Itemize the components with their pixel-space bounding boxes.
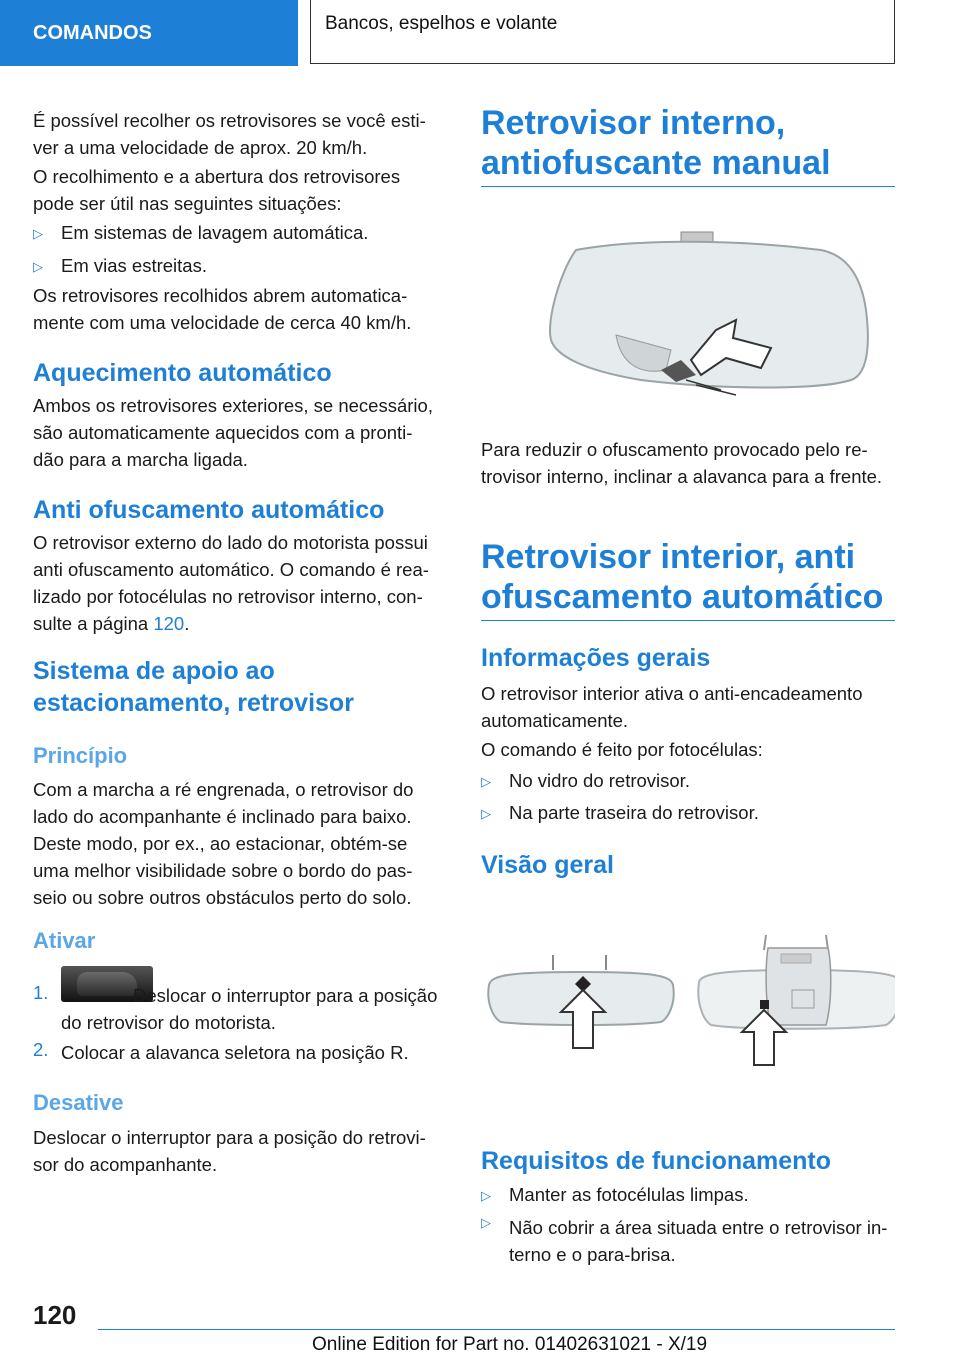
text-line: Deste modo, por ex., ao estacionar, obtém-se xyxy=(33,833,408,854)
list-item-text: Em vias estreitas. xyxy=(61,255,207,276)
text-line: dão para a marcha ligada. xyxy=(33,449,248,470)
text-line: É possível recolher os retrovisores se você esti- xyxy=(33,110,426,131)
text-line: O retrovisor externo do lado do motorista possui xyxy=(33,532,428,553)
text-line: Para reduzir o ofuscamento provocado pelo re- xyxy=(481,439,868,460)
heading-line: Retrovisor interno, xyxy=(481,104,786,142)
heading-retrovisor-manual xyxy=(481,103,895,187)
vent-icon xyxy=(781,954,811,963)
paragraph xyxy=(481,736,895,763)
text-line: Os retrovisores recolhidos abrem automatica- xyxy=(33,285,408,306)
text-line xyxy=(33,610,453,637)
heading-principio: Princípio xyxy=(33,743,128,768)
heading-line: ofuscamento automático xyxy=(481,578,884,616)
list-item xyxy=(33,1039,448,1067)
page-link[interactable]: 120 xyxy=(153,613,185,634)
heading-sistema-apoio xyxy=(33,655,354,719)
photocell-rear-icon xyxy=(760,1000,769,1009)
text-line: uma melhor visibilidade sobre o bordo do pas- xyxy=(33,860,413,881)
text-line: Com a marcha a ré engrenada, o retrovisor do xyxy=(33,779,414,800)
text-line: lado do acompanhante é inclinado para baixo. xyxy=(33,806,412,827)
manual-mirror-illustration xyxy=(521,200,881,410)
text-line: Não cobrir a área situada entre o retrovisor in- xyxy=(509,1217,888,1238)
text-line: trovisor interno, inclinar a alavanca para a frente. xyxy=(481,466,883,487)
list-item-text: Na parte traseira do retrovisor. xyxy=(509,802,759,823)
list-item-text: Manter as fotocélulas limpas. xyxy=(509,1184,749,1205)
text-line: anti ofuscamento automático. O comando é rea- xyxy=(33,559,429,580)
bullet-triangle-icon: ▷ xyxy=(481,1215,491,1230)
list-item-text: No vidro do retrovisor. xyxy=(509,770,690,791)
switch-knob-icon xyxy=(77,972,137,996)
bullet-triangle-icon: ▷ xyxy=(33,226,43,241)
paragraph xyxy=(481,436,901,490)
text-line: seio ou sobre outros obstáculos perto do solo. xyxy=(33,887,412,908)
bullet-triangle-icon: ▷ xyxy=(33,259,43,274)
page-number: 120 xyxy=(33,1300,77,1330)
heading-visao-geral: Visão geral xyxy=(481,851,614,879)
list-item xyxy=(33,966,448,1036)
list-item-text: Em sistemas de lavagem automática. xyxy=(61,222,369,243)
step-number: 2. xyxy=(33,1039,49,1060)
bullet-triangle-icon: ▷ xyxy=(481,1188,491,1203)
bullet-triangle-icon: ▷ xyxy=(481,774,491,789)
section-tab: COMANDOS xyxy=(0,0,298,66)
text-line: Deslocar o interruptor para a posição xyxy=(133,985,438,1006)
text-fragment: . xyxy=(184,613,190,634)
text-line: mente com uma velocidade de cerca 40 km/h. xyxy=(33,312,412,333)
heading-informacoes: Informações gerais xyxy=(481,644,711,672)
heading-retrovisor-automatico xyxy=(481,537,895,621)
chapter-title xyxy=(310,0,895,64)
paragraph xyxy=(33,776,448,911)
heading-line: Sistema de apoio ao xyxy=(33,657,275,685)
heading-ativar: Ativar xyxy=(33,928,96,953)
text-line: ver a uma velocidade de aprox. 20 km/h. xyxy=(33,137,368,158)
chapter-title-text: Bancos, espelhos e volante xyxy=(325,13,558,34)
paragraph xyxy=(481,680,895,734)
paragraph xyxy=(33,1124,453,1178)
footer-edition: Online Edition for Part no. 01402631021 - X/19 xyxy=(312,1334,708,1355)
mirror-manual-svg xyxy=(521,200,881,410)
text-line: pode ser útil nas seguintes situações: xyxy=(33,193,342,214)
paragraph xyxy=(33,107,448,161)
text-line: terno e o para-brisa. xyxy=(509,1244,676,1265)
paragraph xyxy=(33,392,453,473)
text-line: automaticamente. xyxy=(481,710,629,731)
text-line: O recolhimento e a abertura dos retrovisores xyxy=(33,166,401,187)
overview-svg xyxy=(481,930,895,1070)
text-line: O comando é feito por fotocélulas: xyxy=(481,739,763,760)
heading-line: estacionamento, retrovisor xyxy=(33,689,354,717)
text-line: Deslocar o interruptor para a posição do retrovi- xyxy=(33,1127,426,1148)
text-line: O retrovisor interior ativa o anti-encadeamento xyxy=(481,683,863,704)
step-number: 1. xyxy=(33,982,49,1003)
text-line: do retrovisor do motorista. xyxy=(61,1012,276,1033)
heading-aquecimento: Aquecimento automático xyxy=(33,359,332,387)
text-fragment: sulte a página xyxy=(33,613,154,634)
paragraph xyxy=(33,529,453,637)
text-line: são automaticamente aquecidos com a pronti- xyxy=(33,422,413,443)
heading-desative: Desative xyxy=(33,1090,124,1115)
heading-line: Retrovisor interior, anti xyxy=(481,538,856,576)
bullet-triangle-icon: ▷ xyxy=(481,806,491,821)
text-line: Colocar a alavanca seletora na posição R. xyxy=(61,1042,409,1063)
heading-line: antiofuscante manual xyxy=(481,144,831,182)
text-line: Ambos os retrovisores exteriores, se necessário, xyxy=(33,395,433,416)
text-line: sor do acompanhante. xyxy=(33,1154,218,1175)
overview-illustration xyxy=(481,930,895,1070)
text-line: lizado por fotocélulas no retrovisor interno, con- xyxy=(33,586,423,607)
footer-divider xyxy=(98,1329,895,1330)
heading-anti-ofuscamento: Anti ofuscamento automático xyxy=(33,496,385,524)
heading-requisitos: Requisitos de funcionamento xyxy=(481,1147,832,1175)
list-item xyxy=(481,1214,901,1268)
paragraph xyxy=(33,163,448,217)
paragraph xyxy=(33,282,448,336)
